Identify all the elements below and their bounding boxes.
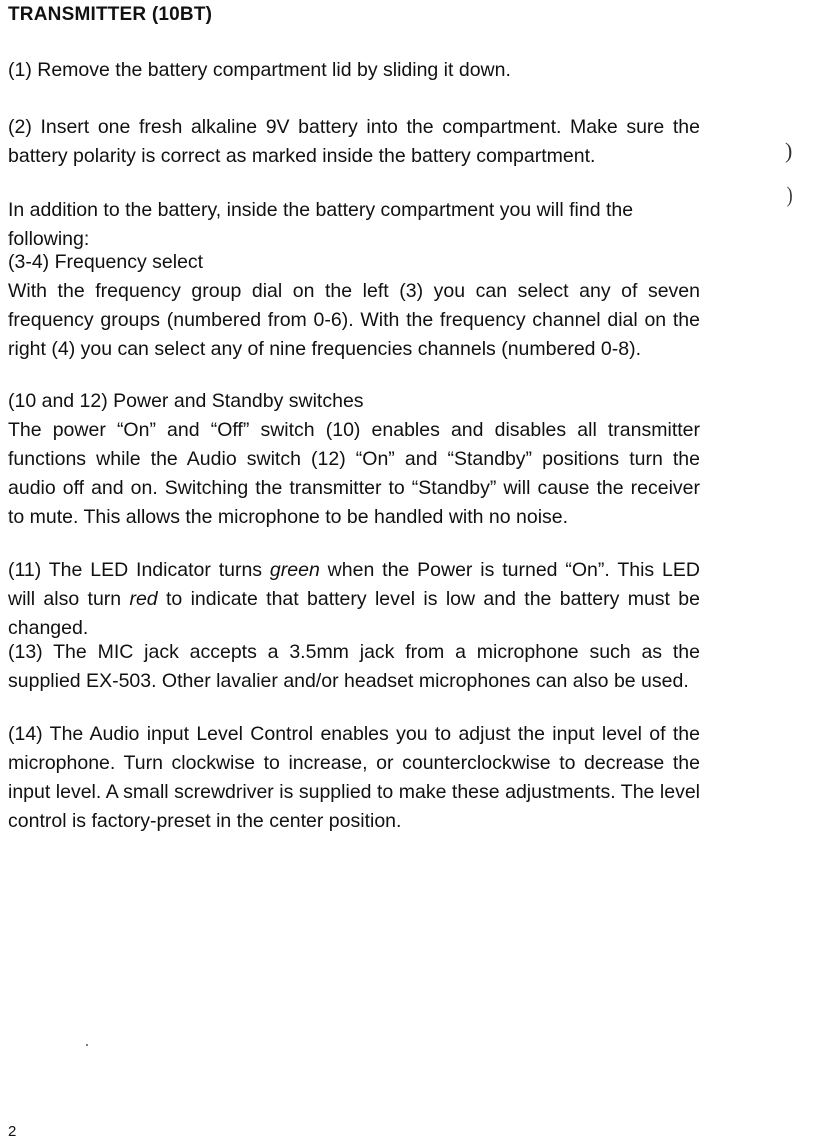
audio-level-paragraph: (14) The Audio input Level Control enables you to adjust the input level of the microphone. Turn clockwise to increase, or counterclockwise to decrease the input level. A small screwdriver is supplied to make these adjustments. The level control is factory-preset in the center position.: [8, 723, 700, 832]
led-text-part-b: when the Power is turned “On”. This LED will also turn: [8, 559, 700, 610]
led-green-word: green: [269, 559, 320, 581]
frequency-select-section: [8, 248, 700, 364]
led-text-part-c: to indicate that battery level is low and the battery must be changed.: [8, 588, 700, 639]
mic-jack-paragraph: (13) The MIC jack accepts a 3.5mm jack from a microphone such as the supplied EX-503. Other lavalier and/or headset microphones can also be used.: [8, 641, 700, 692]
power-standby-body: The power “On” and “Off” switch (10) enables and disables all transmitter functions while the Audio switch (12) “On” and “Standby” positions turn the audio off and on. Switching the transmitter to “Standby” will cause the receiver to mute. This allows the microphone to be handled with no noise.: [8, 419, 700, 528]
frequency-select-body: With the frequency group dial on the left (3) you can select any of seven frequency groups (numbered from 0-6). With the frequency channel dial on the right (4) you can select any of nine frequencies channels (numbered 0-8).: [8, 280, 700, 360]
led-text-part-a: (11) The LED Indicator turns: [8, 559, 270, 581]
compartment-intro: In addition to the battery, inside the battery compartment you will find the following:: [8, 199, 634, 250]
led-red-word: red: [129, 588, 158, 610]
section-heading: TRANSMITTER (10BT): [8, 4, 213, 25]
scan-mark: ): [785, 138, 793, 163]
power-standby-section: [8, 387, 700, 532]
scan-speck: [86, 1044, 88, 1046]
scan-mark: ): [786, 182, 793, 207]
step-insert-battery: (2) Insert one fresh alkaline 9V battery into the compartment. Make sure the battery polarity is correct as marked inside the battery compartment.: [8, 116, 700, 167]
page-number: 2: [8, 1123, 17, 1140]
step-remove-lid: (1) Remove the battery compartment lid by sliding it down.: [8, 59, 511, 81]
led-indicator-paragraph: [8, 556, 700, 643]
frequency-select-title: (3-4) Frequency select: [8, 251, 204, 273]
power-standby-title: (10 and 12) Power and Standby switches: [8, 390, 364, 412]
